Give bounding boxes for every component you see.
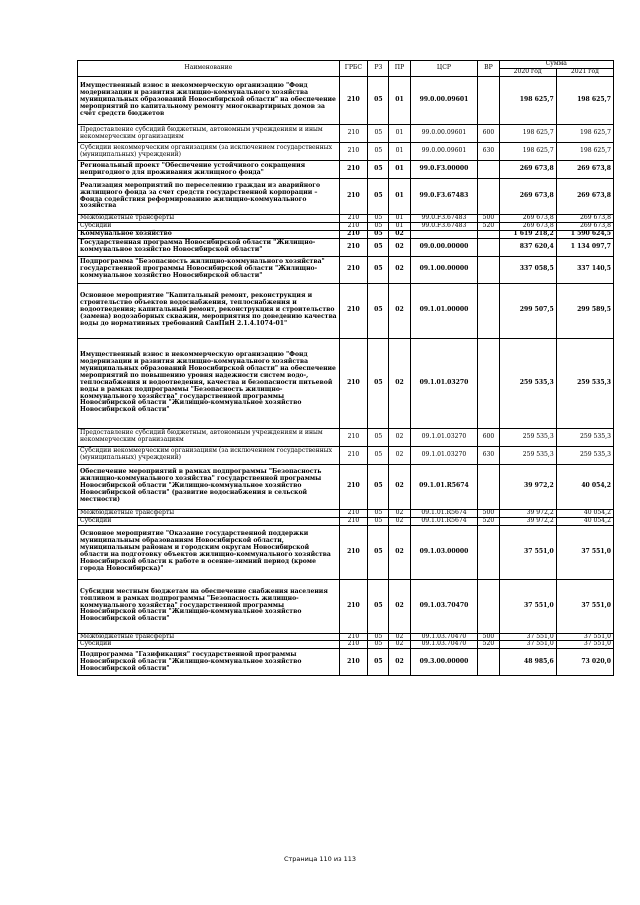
row-rz: 05: [368, 428, 389, 446]
row-vr: [478, 179, 499, 215]
table-row: [78, 525, 614, 579]
row-sum-2021: 259 535,3: [556, 428, 613, 446]
row-sum-2021: 269 673,8: [556, 161, 613, 179]
row-grbs: 210: [339, 517, 368, 525]
row-sum-2021: 259 535,3: [556, 338, 613, 428]
row-vr: [478, 338, 499, 428]
row-sum-2020: 37 551,0: [499, 579, 556, 633]
row-sum-2021: 198 625,7: [556, 77, 613, 125]
row-vr: [478, 238, 499, 256]
table-row: [78, 283, 614, 338]
header-name: Наименование: [78, 61, 340, 77]
row-sum-2021: 269 673,8: [556, 179, 613, 215]
row-grbs: 210: [339, 161, 368, 179]
row-pr: 01: [389, 77, 410, 125]
row-rz: 05: [368, 179, 389, 215]
row-pr: 01: [389, 179, 410, 215]
row-vr: [478, 283, 499, 338]
row-pr: 01: [389, 143, 410, 161]
table-row: [78, 428, 614, 446]
row-vr: 600: [478, 428, 499, 446]
row-name: Субсидии некоммерческим организациям (за исключением государственных (муниципальных) учреждений): [78, 446, 340, 464]
row-sum-2020: 269 673,8: [499, 161, 556, 179]
table-body: [78, 77, 614, 676]
table-row: [78, 649, 614, 676]
row-csr: 99.0.00.09601: [410, 77, 478, 125]
row-sum-2020: 48 985,6: [499, 649, 556, 676]
row-rz: 05: [368, 238, 389, 256]
row-rz: 05: [368, 283, 389, 338]
row-csr: 99.0.F3.67483: [410, 179, 478, 215]
row-pr: 01: [389, 222, 410, 230]
row-pr: 02: [389, 509, 410, 517]
row-csr: 09.1.03.70470: [410, 579, 478, 633]
row-rz: 05: [368, 649, 389, 676]
row-rz: 05: [368, 161, 389, 179]
row-pr: 01: [389, 215, 410, 223]
row-name: Межбюджетные трансферты: [78, 215, 340, 223]
row-vr: 630: [478, 446, 499, 464]
row-name: Субсидии: [78, 222, 340, 230]
row-sum-2020: 269 673,8: [499, 215, 556, 223]
header-pr: ПР: [389, 61, 410, 77]
row-sum-2020: 299 507,5: [499, 283, 556, 338]
row-sum-2020: 1 619 218,2: [499, 230, 556, 238]
row-pr: 02: [389, 641, 410, 649]
row-grbs: 210: [339, 143, 368, 161]
row-rz: 05: [368, 215, 389, 223]
row-pr: 02: [389, 633, 410, 641]
row-pr: 02: [389, 428, 410, 446]
row-sum-2021: 198 625,7: [556, 143, 613, 161]
row-csr: 99.0.F3.67483: [410, 215, 478, 223]
row-name: Предоставление субсидий бюджетным, автономным учреждениям и иным некоммерческим организациям: [78, 428, 340, 446]
row-vr: [478, 161, 499, 179]
row-rz: 05: [368, 464, 389, 509]
row-sum-2021: 259 535,3: [556, 446, 613, 464]
table-row: [78, 517, 614, 525]
row-name: Государственная программа Новосибирской области "Жилищно-коммунальное хозяйство Новосибирской области": [78, 238, 340, 256]
row-csr: 99.0.F3.67483: [410, 222, 478, 230]
row-vr: 520: [478, 222, 499, 230]
row-rz: 05: [368, 446, 389, 464]
row-sum-2021: 37 551,0: [556, 579, 613, 633]
table-row: [78, 161, 614, 179]
row-sum-2020: 269 673,8: [499, 222, 556, 230]
table-row: [78, 256, 614, 283]
row-rz: 05: [368, 222, 389, 230]
row-csr: 09.3.00.00000: [410, 649, 478, 676]
row-rz: 05: [368, 633, 389, 641]
row-rz: 05: [368, 509, 389, 517]
row-vr: [478, 464, 499, 509]
row-grbs: 210: [339, 215, 368, 223]
row-csr: 99.0.00.09601: [410, 143, 478, 161]
row-grbs: 210: [339, 256, 368, 283]
row-vr: 500: [478, 215, 499, 223]
row-name: Основное мероприятие "Капитальный ремонт, реконструкция и строительство объектов водоснабжения, теплоснабжения и водоотведения; капитальный ремонт, реконструкция и строительство (замена) водозаборных скважин, мероприятия по доведению качества воды до нормативных требований СанПиН 2.1.4.1074-01": [78, 283, 340, 338]
row-sum-2020: 37 551,0: [499, 525, 556, 579]
row-csr: 09.0.00.00000: [410, 238, 478, 256]
row-name: Предоставление субсидий бюджетным, автономным учреждениям и иным некоммерческим организациям: [78, 125, 340, 143]
row-name: Имущественный взнос в некоммерческую организацию "Фонд модернизации и развития жилищно-коммунального хозяйства муниципальных образований Новосибирской области" на обеспечение мероприятий по капитальному ремонту многоквартирных домов за счёт средств бюджетов: [78, 77, 340, 125]
row-grbs: 210: [339, 179, 368, 215]
row-name: Субсидии: [78, 517, 340, 525]
row-csr: [410, 230, 478, 238]
row-rz: 05: [368, 143, 389, 161]
table-header: [78, 61, 614, 77]
header-vr: ВР: [478, 61, 499, 77]
row-rz: 05: [368, 338, 389, 428]
row-vr: [478, 77, 499, 125]
row-vr: [478, 525, 499, 579]
row-grbs: 210: [339, 464, 368, 509]
row-grbs: 210: [339, 649, 368, 676]
row-csr: 99.0.F3.00000: [410, 161, 478, 179]
row-pr: 01: [389, 125, 410, 143]
row-name: Обеспечение мероприятий в рамках подпрограммы "Безопасность жилищно-коммунального хозяйства" государственной программы Новосибирской области "Жилищно-коммунальное хозяйство Новосибирской области" (развитие водоснабжения в сельской местности): [78, 464, 340, 509]
row-grbs: 210: [339, 525, 368, 579]
row-sum-2020: 259 535,3: [499, 428, 556, 446]
row-csr: 09.1.01.03270: [410, 338, 478, 428]
row-pr: 02: [389, 525, 410, 579]
row-pr: 02: [389, 338, 410, 428]
row-name: Межбюджетные трансферты: [78, 509, 340, 517]
row-pr: 02: [389, 517, 410, 525]
row-pr: 02: [389, 464, 410, 509]
row-sum-2021: 37 551,0: [556, 525, 613, 579]
row-pr: 02: [389, 230, 410, 238]
row-pr: 02: [389, 579, 410, 633]
row-name: Реализация мероприятий по переселению граждан из аварийного жилищного фонда за счет средств государственной корпорации –Фонда содействия реформированию жилищно-коммунального хозяйства: [78, 179, 340, 215]
row-rz: 05: [368, 256, 389, 283]
header-csr: ЦСР: [410, 61, 478, 77]
page-number: Страница 110 из 113: [283, 855, 356, 863]
table-row: [78, 446, 614, 464]
row-sum-2020: 259 535,3: [499, 446, 556, 464]
row-csr: 99.0.00.09601: [410, 125, 478, 143]
row-sum-2021: 40 054,2: [556, 517, 613, 525]
row-vr: 600: [478, 125, 499, 143]
table-row: [78, 464, 614, 509]
row-csr: 09.1.01.R5674: [410, 509, 478, 517]
row-grbs: 210: [339, 283, 368, 338]
row-sum-2021: 299 589,5: [556, 283, 613, 338]
row-sum-2021: 40 054,2: [556, 509, 613, 517]
row-csr: 09.1.01.03270: [410, 428, 478, 446]
row-pr: 02: [389, 649, 410, 676]
row-sum-2020: 39 972,2: [499, 464, 556, 509]
row-grbs: 210: [339, 338, 368, 428]
row-pr: 01: [389, 161, 410, 179]
row-rz: 05: [368, 517, 389, 525]
row-pr: 02: [389, 283, 410, 338]
row-vr: [478, 649, 499, 676]
table-row: [78, 230, 614, 238]
row-vr: 520: [478, 641, 499, 649]
row-grbs: 210: [339, 222, 368, 230]
row-csr: 09.1.03.00000: [410, 525, 478, 579]
row-grbs: 210: [339, 238, 368, 256]
row-vr: 500: [478, 633, 499, 641]
table-row: [78, 238, 614, 256]
table-row: [78, 579, 614, 633]
row-rz: 05: [368, 77, 389, 125]
row-name: Региональный проект "Обеспечение устойчивого сокращения непригодного для проживания жилищного фонда": [78, 161, 340, 179]
row-csr: 09.1.01.00000: [410, 283, 478, 338]
row-sum-2020: 269 673,8: [499, 179, 556, 215]
row-sum-2021: 337 140,5: [556, 256, 613, 283]
table-row: [78, 641, 614, 649]
row-rz: 05: [368, 525, 389, 579]
row-vr: 500: [478, 509, 499, 517]
row-sum-2020: 39 972,2: [499, 509, 556, 517]
row-sum-2021: 37 551,0: [556, 633, 613, 641]
row-sum-2021: 37 551,0: [556, 641, 613, 649]
row-sum-2020: 198 625,7: [499, 143, 556, 161]
budget-table: [77, 60, 614, 676]
row-pr: 02: [389, 256, 410, 283]
row-vr: 630: [478, 143, 499, 161]
header-rz: РЗ: [368, 61, 389, 77]
row-name: Субсидии местным бюджетам на обеспечение снабжения населения топливом в рамках подпрограммы "Безопасность жилищно-коммунального хозяйства" государственной программы Новосибирской области "Жилищно-коммунальное хозяйство Новосибирской области": [78, 579, 340, 633]
row-sum-2021: 1 134 097,7: [556, 238, 613, 256]
row-name: Субсидии: [78, 641, 340, 649]
row-grbs: 210: [339, 633, 368, 641]
row-sum-2020: 837 620,4: [499, 238, 556, 256]
row-sum-2020: 37 551,0: [499, 641, 556, 649]
table-row: [78, 77, 614, 125]
row-vr: [478, 579, 499, 633]
row-rz: 05: [368, 125, 389, 143]
row-vr: [478, 256, 499, 283]
table-row: [78, 143, 614, 161]
row-sum-2020: 337 058,5: [499, 256, 556, 283]
row-grbs: 210: [339, 579, 368, 633]
row-csr: 09.1.01.R5674: [410, 517, 478, 525]
row-sum-2020: 198 625,7: [499, 125, 556, 143]
row-sum-2021: 269 673,8: [556, 215, 613, 223]
row-sum-2020: 259 535,3: [499, 338, 556, 428]
row-sum-2021: 40 054,2: [556, 464, 613, 509]
row-csr: 09.1.00.00000: [410, 256, 478, 283]
row-vr: [478, 230, 499, 238]
row-vr: 520: [478, 517, 499, 525]
row-name: Субсидии некоммерческим организациям (за исключением государственных (муниципальных) учреждений): [78, 143, 340, 161]
header-2021: 2021 год: [556, 69, 613, 77]
row-sum-2021: 73 020,0: [556, 649, 613, 676]
row-name: Основное мероприятие "Оказание государственной поддержки муниципальным образованиям Новосибирской области, муниципальным районам и городским округам Новосибирской области на подготовку объектов жилищно-коммунального хозяйства Новосибирской области к работе в осенне-зимний период (кроме города Новосибирска)": [78, 525, 340, 579]
row-pr: 02: [389, 446, 410, 464]
row-name: Имущественный взнос в некоммерческую организацию "Фонд модернизации и развития жилищно-коммунального хозяйства муниципальных образований Новосибирской области" на обеспечение мероприятий по повышению уровня надежности систем водо-, теплоснабжения и водоотведения, качества и безопасности питьевой воды в рамках подпрограммы "Безопасность жилищно-коммунального хозяйства" государственной программы Новосибирской области "Жилищно-коммунальное хозяйство Новосибирской области": [78, 338, 340, 428]
row-grbs: 210: [339, 77, 368, 125]
row-name: Подпрограмма "Газификация" государственной программы Новосибирской области "Жилищно-коммунальное хозяйство Новосибирской области": [78, 649, 340, 676]
row-csr: 09.1.03.70470: [410, 633, 478, 641]
table-row: [78, 179, 614, 215]
table-row: [78, 338, 614, 428]
row-rz: 05: [368, 641, 389, 649]
row-grbs: 210: [339, 641, 368, 649]
row-grbs: 210: [339, 125, 368, 143]
row-csr: 09.1.03.70470: [410, 641, 478, 649]
header-grbs: ГРБС: [339, 61, 368, 77]
row-sum-2021: 269 673,8: [556, 222, 613, 230]
row-grbs: 210: [339, 509, 368, 517]
table-row: [78, 125, 614, 143]
row-rz: 05: [368, 230, 389, 238]
row-csr: 09.1.01.03270: [410, 446, 478, 464]
row-csr: 09.1.01.R5674: [410, 464, 478, 509]
row-name: Коммунальное хозяйство: [78, 230, 340, 238]
row-sum-2020: 39 972,2: [499, 517, 556, 525]
row-sum-2020: 198 625,7: [499, 77, 556, 125]
row-name: Подпрограмма "Безопасность жилищно-коммунального хозяйства" государственной программы Новосибирской области "Жилищно-коммунальное хозяйство Новосибирской области": [78, 256, 340, 283]
row-sum-2021: 198 625,7: [556, 125, 613, 143]
row-pr: 02: [389, 238, 410, 256]
row-sum-2021: 1 590 624,5: [556, 230, 613, 238]
header-2020: 2020 год: [499, 69, 556, 77]
row-name: Межбюджетные трансферты: [78, 633, 340, 641]
row-rz: 05: [368, 579, 389, 633]
header-sum: Сумма: [499, 61, 613, 69]
row-sum-2020: 37 551,0: [499, 633, 556, 641]
row-grbs: 210: [339, 446, 368, 464]
row-grbs: 210: [339, 230, 368, 238]
table-row: [78, 509, 614, 517]
row-grbs: 210: [339, 428, 368, 446]
